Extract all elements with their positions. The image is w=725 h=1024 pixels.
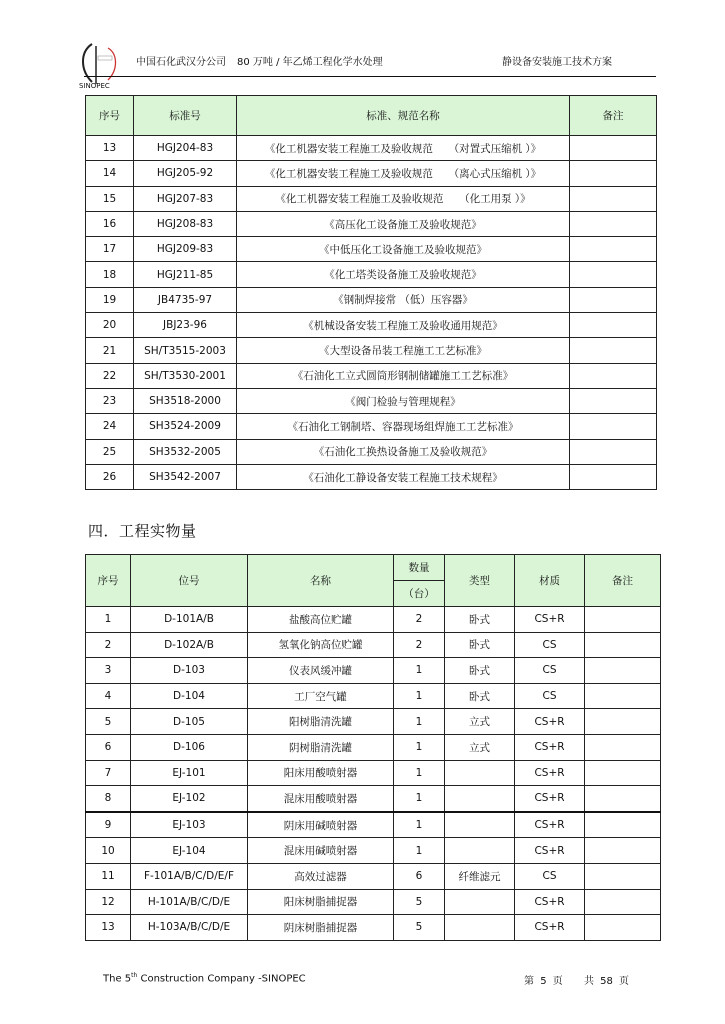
cell-qty: 1	[394, 812, 445, 838]
cell-tag: H-103A/B/C/D/E	[131, 915, 248, 941]
cell-tag: F-101A/B/C/D/E/F	[131, 863, 248, 889]
cell-remark	[570, 161, 657, 186]
cell-remark	[585, 734, 661, 760]
cell-material: CS+R	[515, 760, 585, 786]
cell-standard-no: SH3532-2005	[134, 439, 237, 464]
col-header-remark: 备注	[585, 555, 661, 607]
cell-tag: D-104	[131, 683, 248, 709]
cell-standard-name: 《化工塔类设备施工及验收规范》	[237, 262, 570, 287]
cell-no: 6	[86, 734, 131, 760]
cell-tag: D-103	[131, 658, 248, 684]
cell-remark	[570, 313, 657, 338]
cell-name: 氢氧化钠高位贮罐	[248, 632, 394, 658]
cell-type	[445, 838, 515, 864]
cell-standard-no: HGJ204-83	[134, 136, 237, 161]
cell-no: 3	[86, 658, 131, 684]
equipment-row	[86, 812, 661, 838]
equipment-row	[86, 838, 661, 864]
cell-remark	[585, 863, 661, 889]
cell-tag: D-102A/B	[131, 632, 248, 658]
cell-standard-name: 《化工机器安装工程施工及验收规范 （化工用泵 ）》	[237, 186, 570, 211]
cell-no: 16	[86, 211, 134, 236]
cell-material: CS+R	[515, 734, 585, 760]
header-company: 中国石化武汉分公司	[136, 57, 226, 68]
cell-standard-no: SH3518-2000	[134, 388, 237, 413]
standard-row	[86, 186, 657, 211]
cell-no: 7	[86, 760, 131, 786]
header-project: 80 万吨 / 年乙烯工程化学水处理	[237, 57, 383, 68]
standard-row	[86, 388, 657, 413]
cell-remark	[570, 287, 657, 312]
cell-standard-name: 《机械设备安装工程施工及验收通用规范》	[237, 313, 570, 338]
cell-name: 阴床用碱喷射器	[248, 812, 394, 838]
cell-name: 阳床用酸喷射器	[248, 760, 394, 786]
col-header-remark: 备注	[570, 96, 657, 136]
cell-remark	[570, 439, 657, 464]
cell-type	[445, 760, 515, 786]
cell-standard-name: 《石油化工静设备安装工程施工技术规程》	[237, 464, 570, 489]
cell-qty: 1	[394, 760, 445, 786]
cell-no: 18	[86, 262, 134, 287]
cell-name: 混床用酸喷射器	[248, 786, 394, 812]
cell-material: CS+R	[515, 915, 585, 941]
cell-tag: D-106	[131, 734, 248, 760]
cell-standard-name: 《大型设备吊装工程施工工艺标准》	[237, 338, 570, 363]
equipment-row	[86, 683, 661, 709]
cell-no: 10	[86, 838, 131, 864]
col-header-type: 类型	[445, 555, 515, 607]
cell-qty: 1	[394, 786, 445, 812]
cell-name: 阳树脂清洗罐	[248, 709, 394, 735]
cell-qty: 2	[394, 607, 445, 633]
cell-standard-no: HGJ211-85	[134, 262, 237, 287]
cell-no: 14	[86, 161, 134, 186]
col-header-no: 序号	[86, 96, 134, 136]
cell-remark	[585, 683, 661, 709]
equipment-row	[86, 709, 661, 735]
cell-tag: EJ-103	[131, 812, 248, 838]
col-header-standard-no: 标准号	[134, 96, 237, 136]
cell-standard-no: SH/T3515-2003	[134, 338, 237, 363]
standards-table	[85, 95, 657, 490]
cell-qty: 1	[394, 658, 445, 684]
cell-remark	[570, 388, 657, 413]
cell-qty: 1	[394, 734, 445, 760]
cell-standard-name: 《高压化工设备施工及验收规范》	[237, 211, 570, 236]
cell-material: CS	[515, 863, 585, 889]
cell-material: CS+R	[515, 812, 585, 838]
cell-standard-no: SH3524-2009	[134, 414, 237, 439]
standard-row	[86, 414, 657, 439]
cell-remark	[585, 889, 661, 915]
cell-type: 卧式	[445, 683, 515, 709]
sinopec-logo	[78, 40, 128, 90]
equipment-row	[86, 786, 661, 812]
total-pages: 58	[600, 976, 613, 987]
cell-standard-no: SH/T3530-2001	[134, 363, 237, 388]
standard-row	[86, 363, 657, 388]
cell-remark	[570, 262, 657, 287]
standard-row	[86, 439, 657, 464]
cell-tag: D-105	[131, 709, 248, 735]
standard-row	[86, 136, 657, 161]
cell-material: CS	[515, 683, 585, 709]
standard-row	[86, 262, 657, 287]
footer-page-info: 第 5 页 共 58 页	[524, 976, 630, 987]
standard-row	[86, 237, 657, 262]
cell-standard-name: 《化工机器安装工程施工及验收规范 （对置式压缩机 ）》	[237, 136, 570, 161]
cell-standard-name: 《化工机器安装工程施工及验收规范 （离心式压缩机 ）》	[237, 161, 570, 186]
cell-standard-no: JB4735-97	[134, 287, 237, 312]
cell-qty: 6	[394, 863, 445, 889]
cell-remark	[585, 760, 661, 786]
equipment-row	[86, 632, 661, 658]
cell-no: 4	[86, 683, 131, 709]
equipment-row	[86, 607, 661, 633]
standard-row	[86, 338, 657, 363]
cell-tag: EJ-101	[131, 760, 248, 786]
cell-type	[445, 786, 515, 812]
cell-standard-name: 《中低压化工设备施工及验收规范》	[237, 237, 570, 262]
cell-no: 25	[86, 439, 134, 464]
cell-remark	[570, 237, 657, 262]
cell-qty: 1	[394, 838, 445, 864]
cell-material: CS+R	[515, 786, 585, 812]
cell-no: 2	[86, 632, 131, 658]
cell-type	[445, 889, 515, 915]
cell-type: 卧式	[445, 632, 515, 658]
equipment-row	[86, 760, 661, 786]
equipment-table	[85, 554, 661, 941]
cell-no: 9	[86, 812, 131, 838]
cell-name: 阳床树脂捕捉器	[248, 889, 394, 915]
cell-tag: EJ-102	[131, 786, 248, 812]
cell-remark	[570, 363, 657, 388]
standards-header-row	[86, 96, 657, 136]
cell-type: 立式	[445, 734, 515, 760]
cell-material: CS+R	[515, 889, 585, 915]
section-title: 四．工程实物量	[88, 522, 197, 540]
cell-remark	[570, 211, 657, 236]
cell-qty: 2	[394, 632, 445, 658]
cell-qty: 5	[394, 915, 445, 941]
cell-standard-no: HGJ209-83	[134, 237, 237, 262]
cell-standard-name: 《石油化工换热设备施工及验收规范》	[237, 439, 570, 464]
cell-tag: EJ-104	[131, 838, 248, 864]
cell-type: 卧式	[445, 658, 515, 684]
cell-qty: 1	[394, 683, 445, 709]
footer-company: The 5th Construction Company -SINOPEC	[103, 972, 306, 985]
cell-no: 20	[86, 313, 134, 338]
cell-remark	[570, 338, 657, 363]
cell-remark	[585, 658, 661, 684]
cell-standard-no: HGJ208-83	[134, 211, 237, 236]
cell-no: 19	[86, 287, 134, 312]
standard-row	[86, 287, 657, 312]
header-divider	[84, 76, 656, 77]
cell-standard-no: JBJ23-96	[134, 313, 237, 338]
col-header-material: 材质	[515, 555, 585, 607]
cell-name: 仪表风缓冲罐	[248, 658, 394, 684]
cell-name: 工厂空气罐	[248, 683, 394, 709]
cell-remark	[585, 838, 661, 864]
cell-name: 阴床树脂捕捉器	[248, 915, 394, 941]
cell-standard-name: 《石油化工钢制塔、容器现场组焊施工工艺标准》	[237, 414, 570, 439]
cell-remark	[570, 136, 657, 161]
cell-remark	[585, 786, 661, 812]
cell-type: 立式	[445, 709, 515, 735]
standard-row	[86, 464, 657, 489]
cell-remark	[570, 414, 657, 439]
equipment-row	[86, 889, 661, 915]
cell-no: 21	[86, 338, 134, 363]
cell-standard-name: 《石油化工立式圆筒形钢制储罐施工工艺标准》	[237, 363, 570, 388]
col-header-qty: 数量	[394, 555, 445, 581]
cell-material: CS	[515, 658, 585, 684]
cell-remark	[570, 186, 657, 211]
cell-no: 26	[86, 464, 134, 489]
cell-qty: 5	[394, 889, 445, 915]
cell-name: 高效过滤器	[248, 863, 394, 889]
cell-type	[445, 812, 515, 838]
cell-no: 8	[86, 786, 131, 812]
cell-no: 24	[86, 414, 134, 439]
cell-material: CS+R	[515, 607, 585, 633]
cell-remark	[585, 709, 661, 735]
equipment-header-row	[86, 555, 661, 581]
cell-no: 22	[86, 363, 134, 388]
cell-material: CS+R	[515, 838, 585, 864]
cell-standard-no: HGJ207-83	[134, 186, 237, 211]
cell-standard-no: SH3542-2007	[134, 464, 237, 489]
col-header-tag: 位号	[131, 555, 248, 607]
logo-text: SINOPEC	[79, 82, 110, 90]
cell-type: 纤维滤元	[445, 863, 515, 889]
cell-tag: D-101A/B	[131, 607, 248, 633]
standard-row	[86, 161, 657, 186]
cell-no: 13	[86, 915, 131, 941]
cell-remark	[585, 812, 661, 838]
equipment-row	[86, 863, 661, 889]
cell-no: 1	[86, 607, 131, 633]
cell-type: 卧式	[445, 607, 515, 633]
header-doc-title: 静设备安装施工技术方案	[502, 57, 612, 68]
standard-row	[86, 211, 657, 236]
cell-remark	[585, 607, 661, 633]
cell-remark	[585, 915, 661, 941]
col-header-no: 序号	[86, 555, 131, 607]
cell-qty: 1	[394, 709, 445, 735]
col-header-name: 名称	[248, 555, 394, 607]
cell-material: CS+R	[515, 709, 585, 735]
cell-material: CS	[515, 632, 585, 658]
cell-standard-name: 《钢制焊接常 （低）压容器》	[237, 287, 570, 312]
standard-row	[86, 313, 657, 338]
cell-type	[445, 915, 515, 941]
cell-name: 盐酸高位贮罐	[248, 607, 394, 633]
cell-no: 12	[86, 889, 131, 915]
cell-remark	[585, 632, 661, 658]
cell-no: 15	[86, 186, 134, 211]
cell-name: 阴树脂清洗罐	[248, 734, 394, 760]
cell-remark	[570, 464, 657, 489]
cell-no: 17	[86, 237, 134, 262]
cell-standard-name: 《阀门检验与管理规程》	[237, 388, 570, 413]
cell-standard-no: HGJ205-92	[134, 161, 237, 186]
equipment-row	[86, 734, 661, 760]
col-header-qty-unit: （台）	[394, 581, 445, 607]
cell-no: 13	[86, 136, 134, 161]
cell-name: 混床用碱喷射器	[248, 838, 394, 864]
equipment-row	[86, 915, 661, 941]
equipment-row	[86, 658, 661, 684]
cell-no: 5	[86, 709, 131, 735]
page-number: 5	[540, 976, 547, 987]
cell-tag: H-101A/B/C/D/E	[131, 889, 248, 915]
col-header-standard-name: 标准、规范名称	[237, 96, 570, 136]
cell-no: 11	[86, 863, 131, 889]
cell-no: 23	[86, 388, 134, 413]
